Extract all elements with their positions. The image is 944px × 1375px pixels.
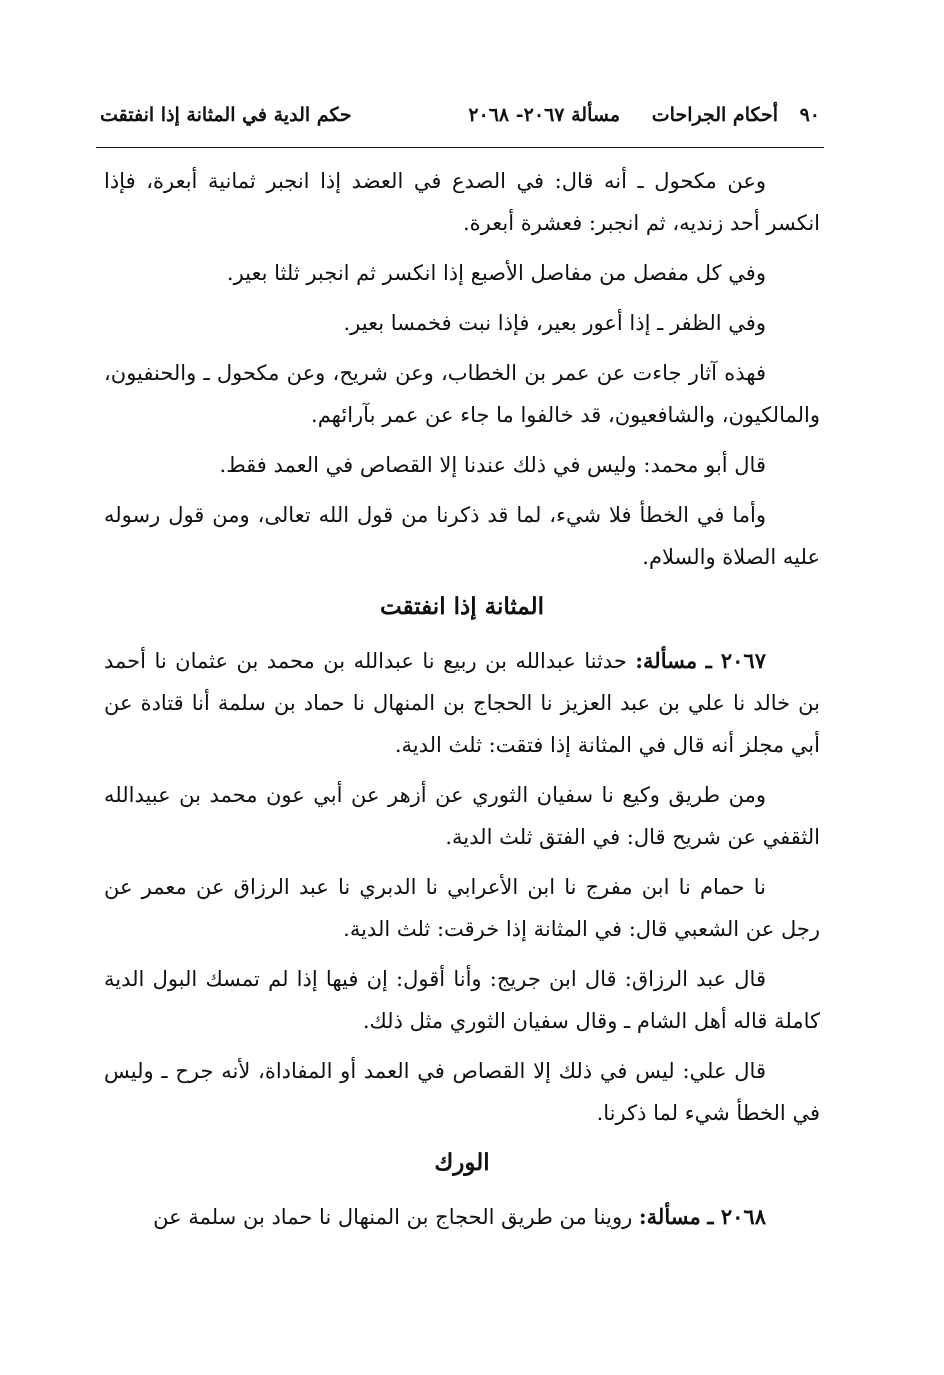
running-header bbox=[96, 98, 826, 142]
paragraph: ومن طريق وكيع نا سفيان الثوري عن أزهر عن أبي عون محمد بن عبيدالله الثقفي عن شريح قال: في الفتق ثلث الدية. bbox=[104, 783, 820, 849]
paragraph: قال أبو محمد: وليس في ذلك عندنا إلا القصاص في العمد فقط. bbox=[219, 453, 766, 477]
paragraph: نا حمام نا ابن مفرج نا ابن الأعرابي نا الدبري نا عبد الرزاق عن معمر عن رجل عن الشعبي قال: في المثانة إذا خرقت: ثلث الدية. bbox=[104, 875, 820, 941]
issue-paragraph bbox=[104, 640, 820, 766]
main-text bbox=[104, 160, 820, 1246]
book-title: أحكام الجراحات bbox=[651, 104, 778, 126]
paragraph: وأما في الخطأ فلا شيء، لما قد ذكرنا من قول الله تعالى، ومن قول رسوله عليه الصلاة والسلام. bbox=[104, 503, 820, 569]
page-number: ٩٠ bbox=[799, 104, 820, 126]
paragraph: وعن مكحول ـ أنه قال: في الصدع في العضد إذا انجبر ثمانية أبعرة، فإذا انكسر أحد زنديه، ثم انجبر: فعشرة أبعرة. bbox=[104, 169, 820, 235]
paragraph: فهذه آثار جاءت عن عمر بن الخطاب، وعن شريح، وعن مكحول ـ والحنفيون، والمالكيون، والشافعيون، قد خالفوا ما جاء عن عمر بآرائهم. bbox=[104, 361, 820, 427]
issue-text: روينا من طريق الحجاج بن المنهال نا حماد بن سلمة عن bbox=[153, 1205, 633, 1229]
issue-paragraph bbox=[104, 1196, 820, 1238]
issue-text: حدثنا عبدالله بن ربيع نا عبدالله بن محمد بن عثمان نا أحمد بن خالد نا علي بن عبد العزيز نا الحجاج بن المنهال نا حماد بن سلمة أنا قتادة عن أبي مجلز أنه قال في المثانة إذا فتقت: ثلث الدية. bbox=[104, 649, 820, 757]
issue-label: مسألة: bbox=[635, 648, 698, 673]
issue-number: ٢٠٦٨ ـ bbox=[707, 1204, 766, 1229]
issue-range: مسألة ٢٠٦٧- ٢٠٦٨ bbox=[468, 104, 620, 126]
section-heading: الورك bbox=[434, 1149, 490, 1176]
section-heading: المثانة إذا انفتقت bbox=[380, 593, 544, 620]
paragraph: وفي الظفر ـ إذا أعور بعير، فإذا نبت فخمسا بعير. bbox=[343, 311, 766, 335]
paragraph: قال علي: ليس في ذلك إلا القصاص في العمد أو المفاداة، لأنه جرح ـ وليس في الخطأ شيء لما ذكرنا. bbox=[104, 1059, 820, 1125]
section-topic: حكم الدية في المثانة إذا انفتقت bbox=[100, 104, 352, 126]
header-rule bbox=[96, 147, 824, 148]
issue-number: ٢٠٦٧ ـ bbox=[705, 648, 766, 673]
paragraph: قال عبد الرزاق: قال ابن جريج: وأنا أقول: إن فيها إذا لم تمسك البول الدية كاملة قاله أهل الشام ـ وقال سفيان الثوري مثل ذلك. bbox=[104, 967, 820, 1033]
issue-label: مسألة: bbox=[638, 1204, 701, 1229]
paragraph: وفي كل مفصل من مفاصل الأصبع إذا انكسر ثم انجبر ثلثا بعير. bbox=[226, 261, 766, 285]
